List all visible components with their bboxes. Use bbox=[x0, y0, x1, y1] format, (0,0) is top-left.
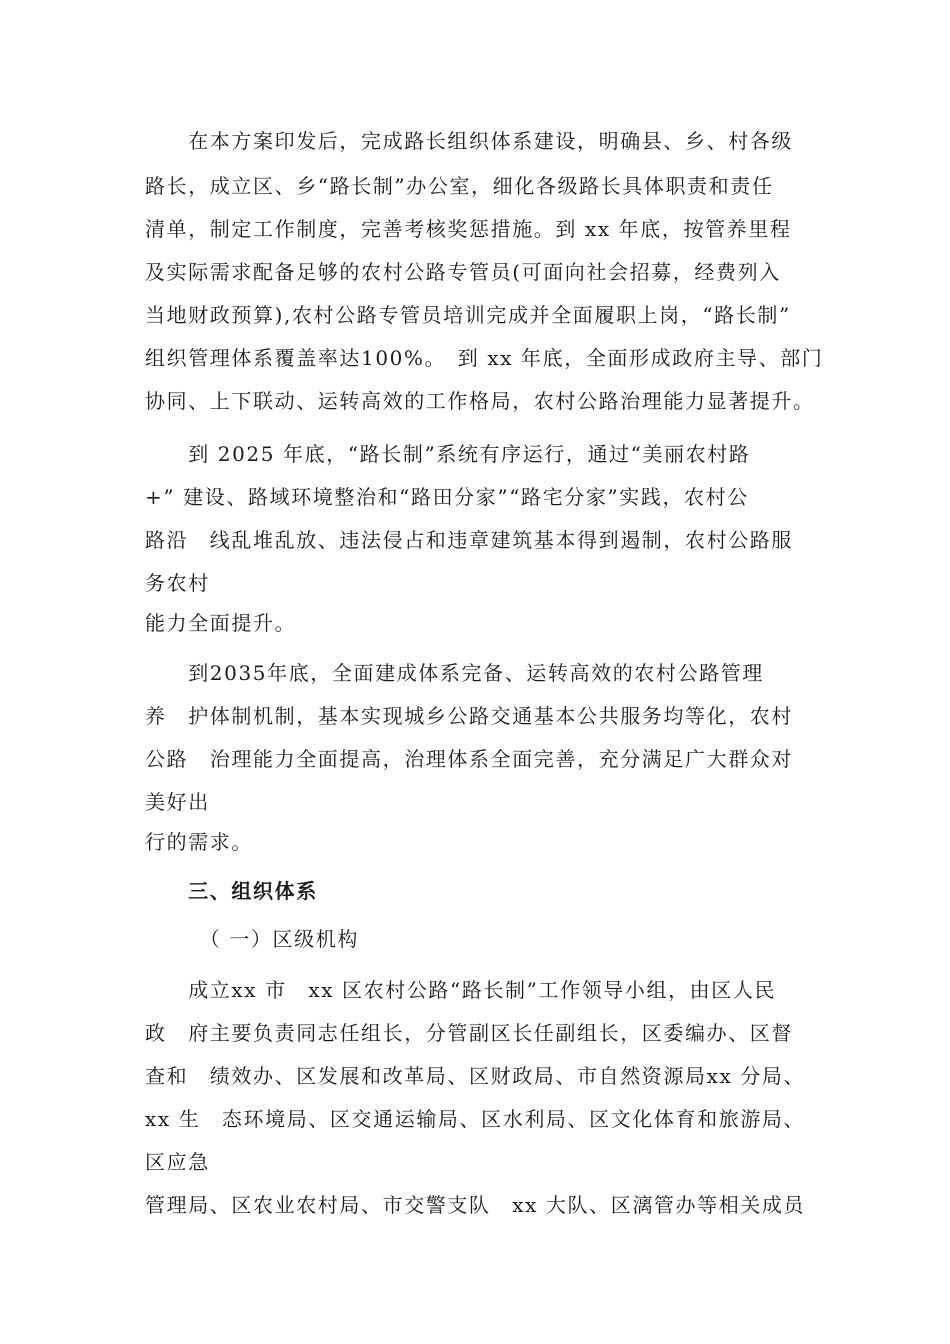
text-line: 公路 治理能力全面提高，治理体系全面完善，充分满足广大群众对 bbox=[145, 747, 793, 771]
text-line: 养 护体制机制，基本实现城乡公路交通基本公共服务均等化，农村 bbox=[145, 704, 793, 728]
text-line: 组织管理体系覆盖率达100%。 到 xx 年底，全面形成政府主导、部门 bbox=[145, 346, 824, 370]
text-line: 当地财政预算),农村公路专管员培训完成并全面履职上岗，“路长制” bbox=[145, 303, 791, 327]
text-line: +” 建设、路域环境整治和“路田分家”“路宅分家”实践，农村公 bbox=[145, 485, 749, 509]
text-line: 务农村 bbox=[145, 571, 210, 595]
text-line: 行的需求。 bbox=[145, 830, 253, 854]
text-line: 到2035年底，全面建成体系完备、运转高效的农村公路管理 bbox=[145, 661, 764, 685]
text-line: 政 府主要负责同志任组长，分管副区长任副组长，区委编办、区督 bbox=[145, 1021, 793, 1045]
section-heading: 三、组织体系 bbox=[145, 879, 318, 903]
text-line: 清单，制定工作制度，完善考核奖惩措施。到 xx 年底，按管养里程 bbox=[145, 217, 792, 241]
text-line: 能力全面提升。 bbox=[145, 611, 297, 635]
text-line: 成立xx 市 xx 区农村公路“路长制”工作领导小组，由区人民 bbox=[145, 978, 777, 1002]
text-line: 查和 绩效办、区发展和改革局、区财政局、市自然资源局xx 分局、 bbox=[145, 1064, 806, 1088]
text-line: 美好出 bbox=[145, 790, 210, 814]
text-line: 协同、上下联动、运转高效的工作格局，农村公路治理能力显著提升。 bbox=[145, 389, 815, 413]
text-line: 路沿 线乱堆乱放、违法侵占和违章建筑基本得到遏制，农村公路服 bbox=[145, 528, 793, 552]
text-line: 路长，成立区、乡“路长制”办公室，细化各级路长具体职责和责任 bbox=[145, 174, 774, 198]
text-line: xx 生 态环境局、区交通运输局、区水利局、区文化体育和旅游局、 bbox=[145, 1107, 806, 1131]
text-line: 区应急 bbox=[145, 1150, 210, 1174]
text-line: 在本方案印发后，完成路长组织体系建设，明确县、乡、村各级 bbox=[145, 129, 793, 153]
text-line: 到 2025 年底，“路长制”系统有序运行，通过“美丽农村路 bbox=[145, 442, 751, 466]
text-line: 及实际需求配备足够的农村公路专管员(可面向社会招募，经费列入 bbox=[145, 260, 781, 284]
text-line: 管理局、区农业农村局、市交警支队 xx 大队、区漓管办等相关成员 bbox=[145, 1193, 806, 1217]
subsection-heading: （ 一）区级机构 bbox=[145, 927, 359, 951]
